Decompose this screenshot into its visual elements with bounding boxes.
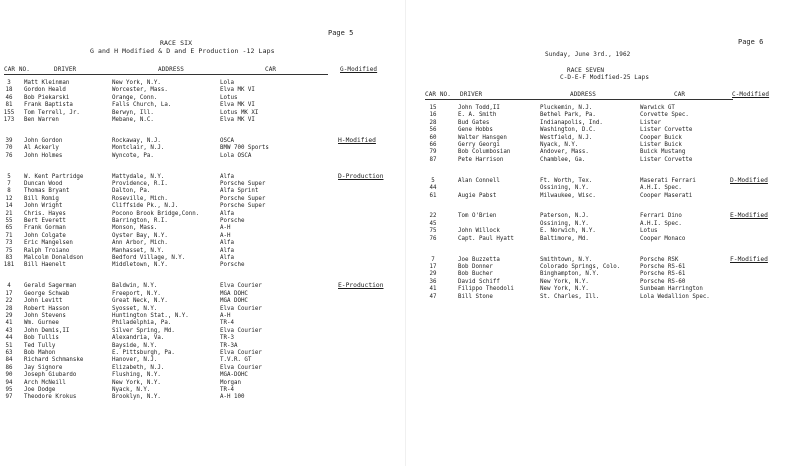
driver-address: Washington, D.C. bbox=[540, 127, 596, 134]
driver-address: Bedford Village, N.Y. bbox=[112, 255, 186, 261]
driver-address: Hanover, N.J. bbox=[112, 357, 158, 364]
entry-row bbox=[0, 116, 400, 124]
driver-address: Philadelphia, Pa. bbox=[112, 320, 172, 327]
driver-address: Chamblee, Ga. bbox=[540, 156, 586, 163]
driver-name: Theodore Krokus bbox=[24, 394, 77, 401]
driver-address: New York, N.Y. bbox=[540, 286, 589, 293]
car-number: 5 bbox=[7, 173, 11, 180]
col-header-driver: DRIVER bbox=[54, 66, 77, 73]
driver-name: Malcolm Donaldson bbox=[24, 255, 84, 261]
car-number: 87 bbox=[429, 156, 437, 163]
driver-address: Ann Arbor, Mich. bbox=[112, 240, 168, 247]
car-number: 29 bbox=[5, 312, 13, 319]
page-6 bbox=[412, 0, 800, 466]
car-number: 79 bbox=[429, 149, 437, 156]
car-number: 70 bbox=[5, 145, 13, 152]
driver-name: Bill Romig bbox=[24, 195, 59, 202]
driver-address: Syosset, N.Y. bbox=[112, 305, 158, 312]
car-number: 41 bbox=[429, 286, 437, 293]
driver-name: Pete Harrison bbox=[458, 156, 504, 163]
car-make: T.V.R. GT bbox=[220, 357, 252, 364]
car-make: TR-3 bbox=[220, 335, 234, 342]
car-number: 173 bbox=[3, 117, 15, 123]
driver-address: Orange, Conn. bbox=[112, 94, 158, 101]
driver-name: Bob Mahon bbox=[24, 349, 56, 356]
class-label: H-Modified bbox=[338, 136, 376, 144]
car-make: Elva Courier bbox=[220, 283, 262, 290]
car-number: 97 bbox=[5, 394, 13, 401]
car-make: Lister Corvette bbox=[640, 127, 693, 134]
race-title: RACE SEVEN bbox=[567, 67, 605, 74]
driver-address: Roseville, Mich. bbox=[112, 195, 168, 202]
car-number: 36 bbox=[429, 278, 437, 285]
col-header-address: ADDRESS bbox=[570, 91, 596, 98]
car-number: 39 bbox=[5, 137, 13, 144]
driver-name: Wm. Gurnee bbox=[24, 320, 59, 327]
driver-address: Milwaukee, Wisc. bbox=[540, 192, 596, 199]
car-number: 95 bbox=[5, 386, 13, 393]
driver-address: St. Charles, Ill. bbox=[540, 293, 600, 300]
car-make: Cooper Buick bbox=[640, 134, 682, 141]
car-make: Porsche RSK bbox=[640, 256, 679, 263]
driver-name: Al Ackerly bbox=[24, 145, 59, 152]
header-rule bbox=[425, 99, 733, 100]
car-number: 63 bbox=[5, 349, 13, 356]
driver-name: Arch McNeill bbox=[24, 379, 66, 386]
driver-name: Bob Piekarski bbox=[24, 94, 70, 101]
car-make: OSCA bbox=[220, 137, 234, 144]
driver-name: Bill Stone bbox=[458, 293, 493, 300]
driver-address: Falls Church, La. bbox=[112, 102, 172, 109]
car-number: 76 bbox=[429, 235, 437, 242]
driver-name: Gerry Georgi bbox=[458, 142, 500, 148]
car-number: 41 bbox=[5, 320, 13, 327]
car-number: 22 bbox=[429, 213, 437, 220]
driver-address: Oyster Bay, N.Y. bbox=[112, 232, 168, 239]
class-label: D-Modified bbox=[730, 176, 768, 184]
car-make: Porsche RS-61 bbox=[640, 263, 686, 270]
driver-address: Baldwin, N.Y. bbox=[112, 283, 158, 290]
race-subtitle: G and H Modified & D and E Production -12 Laps bbox=[90, 47, 275, 55]
page-number: Page 6 bbox=[738, 38, 764, 46]
car-number: 86 bbox=[5, 364, 13, 371]
driver-address: Smithtown, N.Y. bbox=[540, 256, 593, 263]
car-number: 17 bbox=[5, 290, 13, 297]
car-make: Corvette Spec. bbox=[640, 112, 689, 119]
col-header-car-no: CAR NO. bbox=[425, 91, 451, 98]
car-number: 28 bbox=[429, 119, 437, 126]
car-number: 43 bbox=[5, 327, 13, 334]
car-number: 75 bbox=[429, 228, 437, 235]
car-make: Lister bbox=[640, 119, 661, 126]
car-make: TR-4 bbox=[220, 386, 234, 393]
driver-name: Richard Schmanske bbox=[24, 357, 84, 364]
car-make: Alfa bbox=[220, 247, 234, 254]
car-make: Ferrari Dino bbox=[640, 213, 682, 220]
car-make: Elva MK VI bbox=[220, 117, 255, 123]
race-subtitle: C-D-E-F Modified-25 Laps bbox=[560, 74, 650, 81]
car-make: Lister Buick bbox=[640, 142, 682, 148]
driver-address: Westfield, N.J. bbox=[540, 134, 593, 141]
car-number: 73 bbox=[5, 240, 13, 247]
car-make: Lola OSCA bbox=[220, 152, 252, 159]
class-label: D-Production bbox=[338, 172, 384, 180]
car-make: BMW 700 Sports bbox=[220, 145, 269, 152]
class-label: E-Production bbox=[338, 282, 384, 290]
car-number: 7 bbox=[7, 181, 11, 187]
driver-name: John Willock bbox=[458, 228, 500, 235]
driver-name: John Colgate bbox=[24, 232, 66, 239]
car-number: 44 bbox=[5, 335, 13, 342]
driver-address: Pluckemin, N.J. bbox=[540, 105, 593, 111]
car-make: Elva Courier bbox=[220, 364, 262, 371]
driver-name: Bob Tullis bbox=[24, 335, 59, 342]
car-make: Alfa bbox=[220, 173, 234, 180]
car-number: 71 bbox=[5, 232, 13, 239]
car-number: 5 bbox=[431, 177, 435, 184]
car-make: A-H 100 bbox=[220, 394, 245, 401]
driver-name: Capt. Paul Hyatt bbox=[458, 235, 514, 242]
car-make: Maserati Ferrari bbox=[640, 177, 696, 184]
car-make: Alfa bbox=[220, 240, 234, 247]
page-divider bbox=[405, 0, 406, 466]
driver-address: Silver Spring, Md. bbox=[112, 327, 175, 334]
driver-address: New York, N.Y. bbox=[540, 278, 589, 285]
driver-address: Berwyn, Ill. bbox=[112, 109, 154, 116]
driver-name: Jay Signore bbox=[24, 364, 63, 371]
car-number: 55 bbox=[5, 218, 13, 224]
car-number: 94 bbox=[5, 379, 13, 386]
driver-name: W. Kent Partridge bbox=[24, 173, 84, 180]
car-number: 14 bbox=[5, 203, 13, 210]
driver-address: Alexandria, Va. bbox=[112, 335, 165, 342]
driver-address: Indianapolis, Ind. bbox=[540, 119, 603, 126]
car-make: Porsche bbox=[220, 218, 245, 224]
driver-name: Chris. Hayes bbox=[24, 210, 66, 217]
driver-name: David Schiff bbox=[458, 278, 500, 285]
driver-name: Gerald Sagerman bbox=[24, 283, 77, 290]
driver-address: Wyncote, Pa. bbox=[112, 152, 154, 159]
car-number: 56 bbox=[429, 127, 437, 134]
race-title: RACE SIX bbox=[160, 39, 193, 47]
driver-name: Bill Haenelt bbox=[24, 262, 66, 269]
driver-address: Ossining, N.Y. bbox=[540, 220, 589, 227]
driver-name: Joe Dodge bbox=[24, 386, 56, 393]
entry-row bbox=[412, 293, 798, 301]
driver-address: Flushing, N.Y. bbox=[112, 372, 161, 379]
car-make: A-H bbox=[220, 225, 231, 232]
car-make: TR-4 bbox=[220, 320, 234, 327]
car-make: A-H bbox=[220, 312, 231, 319]
car-number: 17 bbox=[429, 263, 437, 270]
car-make: Lotus MK XI bbox=[220, 109, 259, 116]
car-number: 61 bbox=[429, 192, 437, 199]
driver-address: Bayside, N.Y. bbox=[112, 342, 158, 349]
driver-name: Augie Pabst bbox=[458, 192, 497, 199]
car-make: Lola bbox=[220, 80, 234, 86]
driver-name: Bob Donner bbox=[458, 263, 493, 270]
driver-name: E. A. Smith bbox=[458, 112, 497, 119]
driver-name: John Holmes bbox=[24, 152, 63, 159]
car-number: 45 bbox=[429, 220, 437, 227]
col-header-class: G-Modified bbox=[340, 66, 378, 73]
car-make: MGA DOHC bbox=[220, 290, 248, 297]
driver-address: Montclair, N.J. bbox=[112, 145, 165, 152]
driver-address: Baltimore, Md. bbox=[540, 235, 589, 242]
car-make: Lotus bbox=[640, 228, 658, 235]
driver-address: Nyack, N.Y. bbox=[112, 386, 151, 393]
car-make: Buick Mustang bbox=[640, 149, 686, 156]
driver-address: Paterson, N.J. bbox=[540, 213, 589, 220]
driver-name: Tom O'Brien bbox=[458, 213, 497, 220]
entry-row bbox=[0, 261, 400, 269]
car-number: 76 bbox=[5, 152, 13, 159]
car-number: 75 bbox=[5, 247, 13, 254]
car-make: Elva MK VI bbox=[220, 87, 255, 94]
driver-name: Joseph Giubardo bbox=[24, 372, 77, 379]
car-make: Porsche RS-60 bbox=[640, 278, 686, 285]
driver-name: Tom Terrell, Jr. bbox=[24, 109, 80, 116]
driver-address: E. Pittsburgh, Pa. bbox=[112, 349, 175, 356]
driver-name: John Wright bbox=[24, 203, 63, 210]
driver-address: Huntington Stat., N.Y. bbox=[112, 312, 189, 319]
driver-address: Mattydale, N.Y. bbox=[112, 173, 165, 180]
driver-address: Middletown, N.Y. bbox=[112, 262, 168, 269]
car-make: Porsche Super bbox=[220, 203, 266, 210]
car-number: 90 bbox=[5, 372, 13, 379]
car-make: Elva Courier bbox=[220, 305, 262, 312]
entry-row bbox=[0, 152, 400, 160]
driver-address: Ossining, N.Y. bbox=[540, 185, 589, 192]
car-make: Cooper Maserati bbox=[640, 192, 693, 199]
driver-address: Providence, R.I. bbox=[112, 181, 168, 187]
driver-name: Duncan Wood bbox=[24, 181, 63, 187]
car-number: 7 bbox=[431, 256, 435, 263]
driver-address: Barrington, R.I. bbox=[112, 218, 168, 224]
driver-address: Bethel Park, Pa. bbox=[540, 112, 596, 119]
col-header-car: CAR bbox=[265, 66, 277, 73]
driver-name: Joe Buzzetta bbox=[458, 256, 500, 263]
driver-name: Bob Columbosian bbox=[458, 149, 511, 156]
race-date: Sunday, June 3rd., 1962 bbox=[545, 51, 631, 58]
car-make: Elva Courier bbox=[220, 327, 262, 334]
driver-address: Ft. Worth, Tex. bbox=[540, 177, 593, 184]
car-make: MGA DOHC bbox=[220, 298, 248, 305]
car-make: TR-3A bbox=[220, 342, 238, 349]
car-number: 83 bbox=[5, 255, 13, 261]
driver-name: Gene Hobbs bbox=[458, 127, 493, 134]
car-number: 22 bbox=[5, 298, 13, 305]
driver-address: Rockaway, N.J. bbox=[112, 137, 161, 144]
car-make: Warwick GT bbox=[640, 105, 675, 111]
driver-address: Freeport, N.Y. bbox=[112, 290, 161, 297]
driver-name: Ted Tully bbox=[24, 342, 56, 349]
driver-name: John Demis,II bbox=[24, 327, 70, 334]
driver-address: Mebane, N.C. bbox=[112, 117, 154, 123]
car-make: Alfa bbox=[220, 255, 234, 261]
car-number: 181 bbox=[3, 262, 15, 269]
car-number: 29 bbox=[429, 271, 437, 278]
driver-address: New York, N.Y. bbox=[112, 80, 161, 86]
col-header-driver: DRIVER bbox=[460, 91, 483, 98]
driver-address: Elizabeth, N.J. bbox=[112, 364, 165, 371]
car-number: 65 bbox=[5, 225, 13, 232]
car-make: Alfa bbox=[220, 210, 234, 217]
car-number: 46 bbox=[5, 94, 13, 101]
driver-name: Matt Kleinman bbox=[24, 80, 70, 86]
car-make: A.H.I. Spec. bbox=[640, 185, 682, 192]
driver-address: Nyack, N.Y. bbox=[540, 142, 579, 148]
car-number: 155 bbox=[3, 109, 15, 116]
car-number: 16 bbox=[429, 112, 437, 119]
page-number: Page 5 bbox=[328, 29, 354, 37]
driver-name: Robert Hasson bbox=[24, 305, 70, 312]
entry-row bbox=[412, 192, 798, 200]
driver-address: Great Neck, N.Y. bbox=[112, 298, 168, 305]
car-make: Porsche Super bbox=[220, 195, 266, 202]
car-make: Lister Corvette bbox=[640, 156, 693, 163]
car-make: A-H bbox=[220, 232, 231, 239]
driver-name: John Stevens bbox=[24, 312, 66, 319]
driver-name: John Levitt bbox=[24, 298, 63, 305]
header-rule bbox=[4, 74, 328, 75]
car-number: 4 bbox=[7, 283, 11, 290]
driver-address: Andover, Mass. bbox=[540, 149, 589, 156]
class-label: F-Modified bbox=[730, 255, 768, 263]
driver-name: John Todd,II bbox=[458, 105, 500, 111]
class-label: E-Modified bbox=[730, 212, 768, 220]
driver-address: Dalton, Pa. bbox=[112, 188, 151, 195]
driver-address: E. Norwich, N.Y. bbox=[540, 228, 596, 235]
car-number: 84 bbox=[5, 357, 13, 364]
car-make: A.H.I. Spec. bbox=[640, 220, 682, 227]
col-header-class: C-Modified bbox=[732, 91, 770, 98]
car-number: 47 bbox=[429, 293, 437, 300]
car-make: Sunbeam Harrington bbox=[640, 286, 703, 293]
driver-name: Thomas Bryant bbox=[24, 188, 70, 195]
col-header-car-no: CAR NO. bbox=[4, 66, 30, 73]
car-number: 81 bbox=[5, 102, 13, 109]
driver-name: Bob Bucher bbox=[458, 271, 493, 278]
driver-name: John Gordon bbox=[24, 137, 63, 144]
driver-address: Cliffside Pk., N.J. bbox=[112, 203, 179, 210]
car-number: 15 bbox=[429, 105, 437, 111]
driver-address: New York, N.Y. bbox=[112, 379, 161, 386]
entry-row bbox=[0, 393, 400, 401]
car-make: Porsche Super bbox=[220, 181, 266, 187]
car-make: Porsche bbox=[220, 262, 245, 269]
car-make: Morgan bbox=[220, 379, 241, 386]
car-number: 28 bbox=[5, 305, 13, 312]
car-make: Lotus bbox=[220, 94, 238, 101]
car-number: 3 bbox=[7, 80, 11, 86]
driver-address: Pocono Brook Bridge,Conn. bbox=[112, 210, 200, 217]
car-number: 60 bbox=[429, 134, 437, 141]
driver-address: Colorado Springs, Colo. bbox=[540, 263, 621, 270]
car-make: MGA-DOHC bbox=[220, 372, 248, 379]
car-number: 51 bbox=[5, 342, 13, 349]
col-header-car: CAR bbox=[674, 91, 686, 98]
car-number: 66 bbox=[429, 142, 437, 148]
driver-name: Ben Warren bbox=[24, 117, 59, 123]
driver-address: Worcester, Mass. bbox=[112, 87, 168, 94]
car-number: 18 bbox=[5, 87, 13, 94]
driver-name: Ralph Troiano bbox=[24, 247, 70, 254]
driver-name: Walter Hansgen bbox=[458, 134, 507, 141]
car-number: 44 bbox=[429, 185, 437, 192]
driver-address: Monson, Mass. bbox=[112, 225, 158, 232]
driver-name: Eric Mangelsen bbox=[24, 240, 73, 247]
car-make: Elva MK VI bbox=[220, 102, 255, 109]
driver-address: Manhasset, N.Y. bbox=[112, 247, 165, 254]
driver-name: Bud Gates bbox=[458, 119, 490, 126]
driver-name: Frank Baptista bbox=[24, 102, 73, 109]
car-make: Lola Wedallion Spec. bbox=[640, 293, 710, 300]
driver-name: Filippo Theodoli bbox=[458, 286, 514, 293]
driver-name: Frank Gorman bbox=[24, 225, 66, 232]
car-make: Porsche RS-61 bbox=[640, 271, 686, 278]
car-number: 21 bbox=[5, 210, 13, 217]
driver-name: Alan Connell bbox=[458, 177, 500, 184]
entry-row bbox=[412, 235, 798, 243]
driver-address: Binghampton, N.Y. bbox=[540, 271, 600, 278]
driver-name: Gordon Heald bbox=[24, 87, 66, 94]
car-number: 8 bbox=[7, 188, 11, 195]
driver-name: Bert Everett bbox=[24, 218, 66, 224]
col-header-address: ADDRESS bbox=[158, 66, 184, 73]
driver-name: George Schwab bbox=[24, 290, 70, 297]
driver-address: Brooklyn, N.Y. bbox=[112, 394, 161, 401]
car-number: 12 bbox=[5, 195, 13, 202]
car-make: Cooper Monaco bbox=[640, 235, 686, 242]
car-make: Elva Courier bbox=[220, 349, 262, 356]
entry-row bbox=[412, 156, 798, 164]
car-make: Alfa Sprint bbox=[220, 188, 259, 195]
